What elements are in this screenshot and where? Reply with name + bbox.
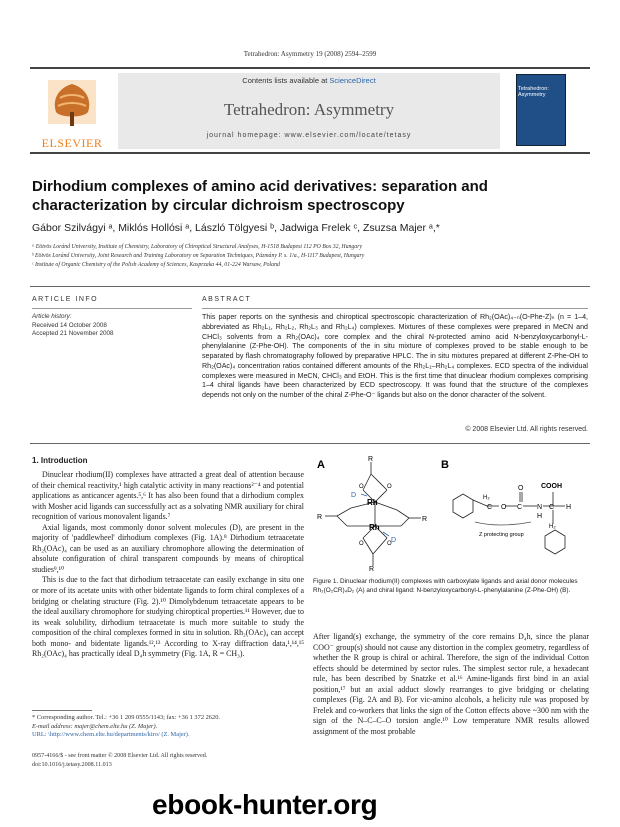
paper-title-line1: Dirhodium complexes of amino acid derivatives: separation and <box>32 178 488 195</box>
atom-r: R <box>317 514 323 521</box>
intro-paragraph-2: Axial ligands, most commonly donor solvent molecules (D), are present in the majority of 'paddlewheel' dirhodium complexes (Fig. 1A).⁸ Dirhodium tetraacetate Rh₂(OAc)₄ can be used as an auxiliary chromophore allowing the determination of absolute configuration of chiral transparent compounds by means of chiroptical studies⁹,¹⁰ <box>32 522 304 574</box>
column-2-paragraph: After ligand(s) exchange, the symmetry of the core remains D₄h, since the planar COO⁻ group(s) should not cause any distortion in the complex geometry, regardless of whether the R group is chiral or achiral. Therefore, the sign of the individual Cotton effects should be determined by sector rules. The simplest sector rule, a hexadecant rule, has been described by Snatzke et al.¹⁶ Amine-ligands first bind in an axial position,¹⁷ but an axial adduct slowly rearranges to give bridging or chelating complexes (Fig. 2A and B). For vic-amino alcohols, a helicity rule was proposed by Frelek and co-workers that links the sign of the Cotton effects above ~300 nm with the sign of the N–C–C–O torsion angle.¹⁰ Low temperature NMR results allowed assignment of the most probable <box>313 632 589 736</box>
paddlewheel-bonds <box>325 462 421 566</box>
received-date: Received 14 October 2008 <box>32 321 107 329</box>
issn-doi-block <box>32 752 304 769</box>
intro-column-1 <box>32 470 304 660</box>
atom-o: O <box>387 541 392 547</box>
phenyl-ring <box>545 530 565 554</box>
intro-paragraph-3: This is due to the fact that dirhodium tetraacetate can easily exchange in situ one or more of its acetate units with other bidentate ligands to form chiral complexes of a bridging or chelating structure (Fig. 2).¹⁰ Dimolybdenum tetraacetate appears to be the ideal auxiliary chromophore for studying chiroptical properties.¹¹ However, due to its weak solubility, dirhodium tetraacetate is much more suitable to study the composition of the chiral complexes formed in situ in solution. Rh₂(OAc)₄ can accept both mono- and bidentate ligands.¹²,¹³ According to X-ray diffraction data,¹,¹⁴,¹⁵ Rh₂(OAc)₄ has practically ideal D₄h symmetry (Fig. 1A, R = CH₃). <box>32 575 304 659</box>
contents-prefix: Contents lists available at <box>242 76 328 85</box>
cover-title: Tetrahedron: Asymmetry <box>518 86 549 98</box>
doi-line[interactable]: doi:10.1016/j.tetasy.2008.11.013 <box>32 761 112 768</box>
article-info-heading: ARTICLE INFO <box>32 296 99 303</box>
affiliation-b: ᵇ Eötvös Loránd University, Joint Research and Training Laboratory on Separation Techniques, Pázmány P. s. 1/a., H-1117 Budapest, Hungary <box>32 253 365 259</box>
corresponding-line: * Corresponding author. Tel.: +36 1 209 0555/1143; fax: +36 1 372 2620. <box>32 714 220 721</box>
article-info-rule <box>32 308 192 309</box>
masthead-top-rule <box>30 67 590 69</box>
section-rule <box>30 286 590 287</box>
atom-c: C <box>549 504 555 511</box>
atom-h: H <box>537 513 543 520</box>
atom-c: C <box>517 504 523 511</box>
intro-column-2 <box>313 632 589 737</box>
watermark-text: ebook-hunter.org <box>152 789 378 820</box>
intro-paragraph-1: Dinuclear rhodium(II) complexes have attracted a great deal of attention because of their chemical reactivity,¹ high catalytic activity in many reactions²⁻⁴ and potential applications as anticancer agents.⁵,⁶ It has also been found that a dirhodium complex with Mosher acid ligands can successfully act as a solvating NMR auxiliary for chiral recognition of various monovalent ligands.⁷ <box>32 470 304 522</box>
protecting-group-label: Z protecting group <box>479 532 524 538</box>
accepted-date: Accepted 21 November 2008 <box>32 330 114 337</box>
url-line[interactable]: URL: \http://www.chem.elte.hu/departments/kiro/ (Z. Majer). <box>32 731 190 739</box>
methylene-h2: H₂ <box>549 524 556 530</box>
atom-c: C <box>487 504 493 511</box>
atom-o: O <box>359 541 364 547</box>
abstract-rule <box>202 308 588 309</box>
atom-rh: Rh <box>369 523 380 532</box>
article-history <box>32 313 192 339</box>
intro-heading: 1. Introduction <box>32 456 88 465</box>
copyright-line: © 2008 Elsevier Ltd. All rights reserved. <box>465 426 588 433</box>
contents-available-line <box>118 76 500 85</box>
footnote-rule <box>32 710 92 711</box>
affiliation-a: ᵃ Eötvös Loránd University, Institute of Chemistry, Laboratory of Chiroptical Structural Analyses, H-1518 Budapest 112 PO Box 32, Hungary <box>32 244 363 250</box>
atom-h: H <box>566 504 572 511</box>
masthead-bottom-rule <box>30 152 590 154</box>
issn-line: 0957-4166/$ - see front matter © 2008 Elsevier Ltd. All rights reserved. <box>32 753 208 759</box>
atom-o: O <box>518 485 524 492</box>
author-list: Gábor Szilvágyi ᵃ, Miklós Hollósi ᵃ, László Tölgyesi ᵇ, Jadwiga Frelek ᶜ, Zsuzsa Majer ᵃ,* <box>32 222 440 234</box>
atom-d: D <box>351 492 357 499</box>
atom-o: O <box>387 484 392 490</box>
figure-1-structures <box>313 452 589 572</box>
history-label: Article history: <box>32 313 72 320</box>
journal-name: Tetrahedron: Asymmetry <box>223 100 395 119</box>
atom-r: R <box>369 566 375 572</box>
abstract-heading: ABSTRACT <box>202 296 252 303</box>
corresponding-author-footnote <box>32 714 304 740</box>
atom-d: D <box>391 537 397 544</box>
affiliation-c: ᶜ Institute of Organic Chemistry of the Polish Academy of Sciences, Kasprzaka 44, 01-224 Warsaw, Poland <box>32 262 280 268</box>
journal-homepage[interactable]: journal homepage: www.elsevier.com/locate/tetasy <box>206 132 412 139</box>
carboxyl-group: COOH <box>541 483 562 490</box>
email-line[interactable]: E-mail address: majer@chem.elte.hu (Z. Majer). <box>32 722 158 730</box>
journal-cover-thumbnail <box>516 74 566 146</box>
paper-title-line2: characterization by circular dichroism spectroscopy <box>32 196 405 214</box>
paper-title <box>32 178 572 215</box>
atom-n: N <box>537 504 543 511</box>
panel-a-label: A <box>317 459 325 471</box>
atom-rh: Rh <box>367 498 378 507</box>
section-rule-2 <box>30 443 590 444</box>
figure-1-caption: Figure 1. Dinuclear rhodium(II) complexes with carboxylate ligands and axial donor molecules Rh₂(O₂CR)₄D₂ (A) and chiral ligand: N-benzyloxycarbonyl-L-phenylalanine (Z-Phe-OH) (B). <box>313 578 578 594</box>
elsevier-wordmark: ELSEVIER <box>41 136 103 150</box>
journal-citation: Tetrahedron: Asymmetry 19 (2008) 2594–2599 <box>243 50 377 58</box>
atom-o: O <box>359 484 364 490</box>
atom-o: O <box>501 504 507 511</box>
abstract-text: This paper reports on the synthesis and chiroptical spectroscopic characterization of Rh₂(OAc)₄₋ₙ(O-Phe-Z)ₙ (n = 1–4, abbreviated as Rh₂L₁, Rh₂L₂, Rh₂L₃ and Rh₂L₄) complexes. Mixtures of these complexes were prepared in MeCN and CHCl₃ solvents from a Rh₂(OAc)₄ core complex and the chiral N-protected amino acid N-benzyloxycarbonyl-L-phenylalanine (Z-Phe-OH). The components of the in situ mixture of complexes proved to be stable enough to be separated by flash chromatography followed by preparative HPLC. The in situ mixtures prepared at different Z-Phe-OH to Rh₂(OAc)₄ concentration ratios contained different amounts of the Rh₂L₁–Rh₂L₄ complexes. ECD spectra of the individual complexes were measured in MeCN, CHCl₃ and EtOH. This is the first time that dinuclear rhodium complexes comprising 1–4 chiral ligands have been characterized by ECD spectroscopy. It was found that the structure of the complexes depends not only on the number of the chiral Z-Phe-O⁻ ligands but also on the donor character of the solvent. <box>202 313 588 399</box>
z-phe-bonds <box>453 492 565 554</box>
atom-r: R <box>368 456 374 463</box>
sciencedirect-link[interactable]: ScienceDirect <box>329 76 376 85</box>
methylene-h2: H₂ <box>483 495 490 501</box>
panel-b-label: B <box>441 459 449 471</box>
atom-r: R <box>422 516 428 523</box>
benzene-ring <box>453 494 473 518</box>
